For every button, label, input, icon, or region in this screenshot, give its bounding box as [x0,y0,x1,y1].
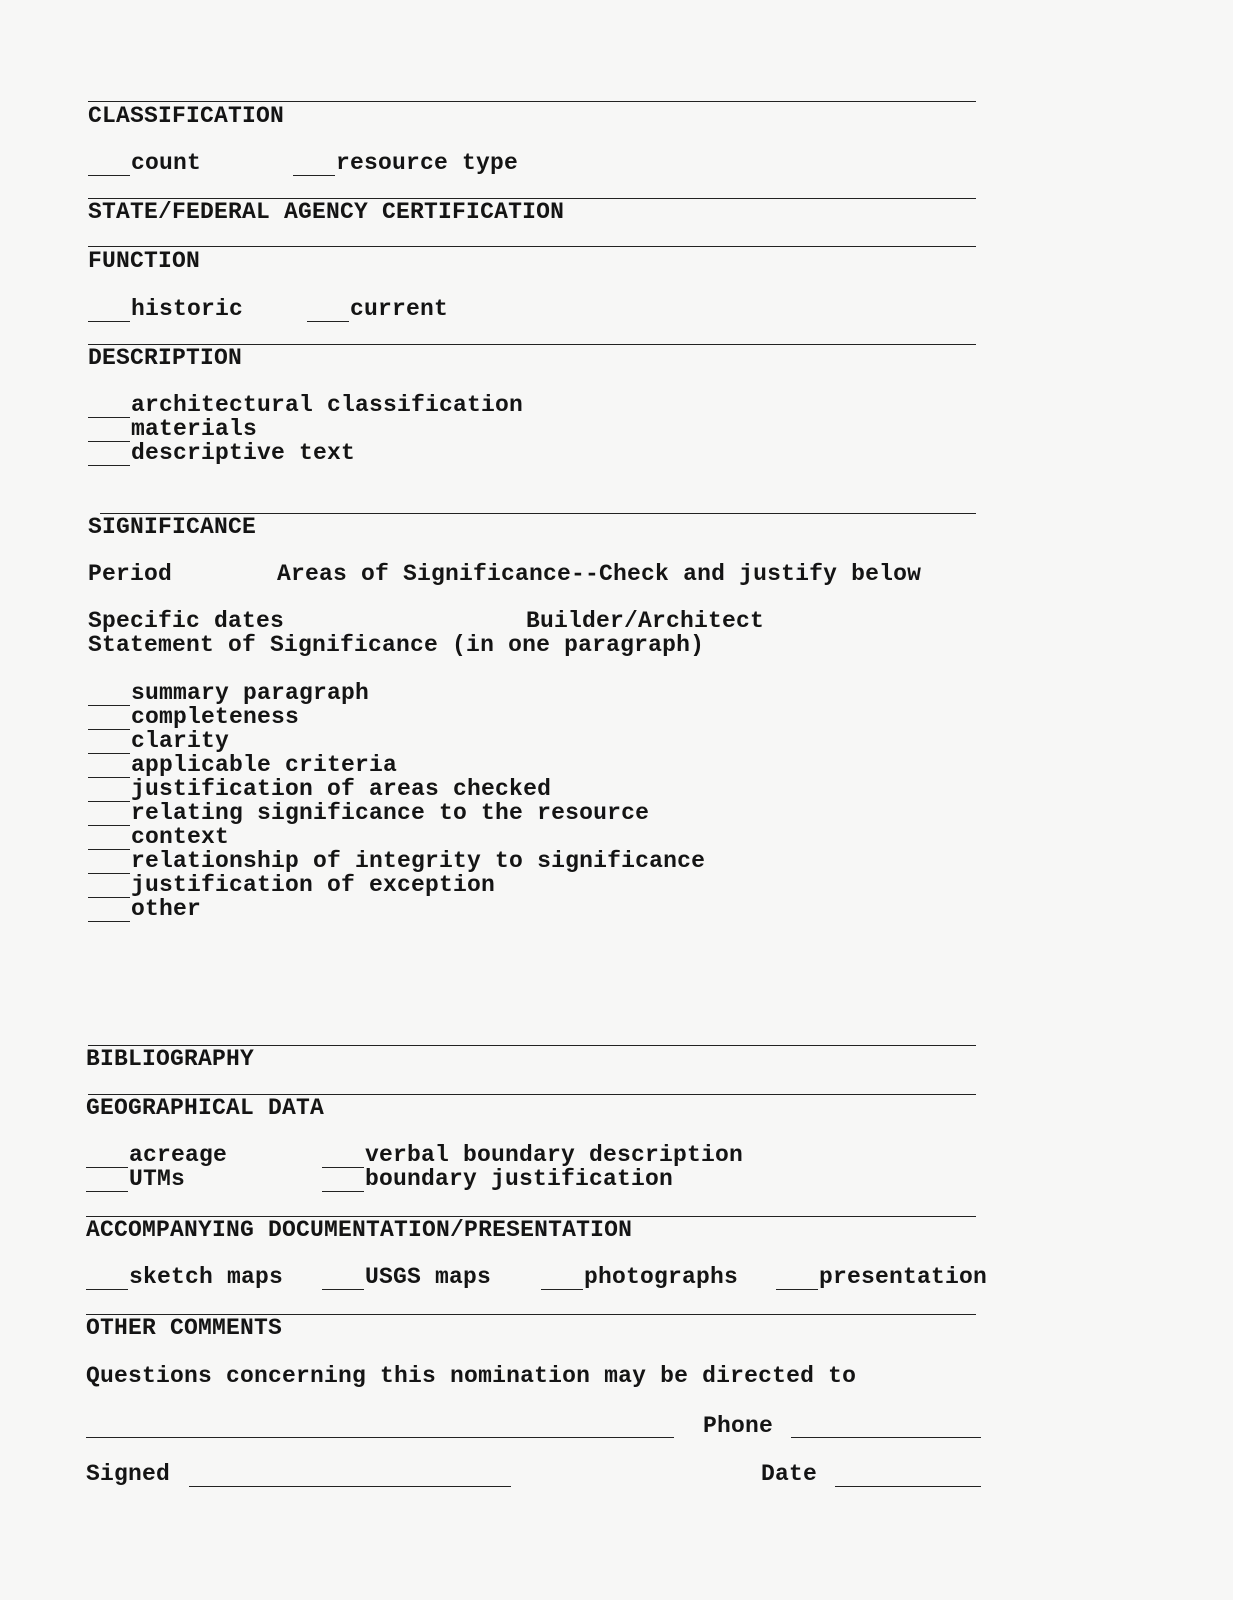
checkbox-blank[interactable] [88,753,130,754]
checkbox-blank[interactable] [293,175,335,176]
signed-label: Signed [86,1461,171,1487]
checkbox-blank[interactable] [88,849,130,850]
significance-item: justification of exception [131,872,496,898]
geographical-data-heading: GEOGRAPHICAL DATA [86,1095,325,1121]
documentation-heading: ACCOMPANYING DOCUMENTATION/PRESENTATION [86,1217,633,1243]
checkbox-blank[interactable] [88,777,130,778]
phone-line[interactable] [791,1437,981,1438]
significance-item: clarity [131,728,230,754]
documentation-item: sketch maps [129,1264,284,1290]
checkbox-blank[interactable] [86,1289,128,1290]
checkbox-blank[interactable] [88,921,130,922]
function-heading: FUNCTION [88,248,201,274]
checkbox-blank[interactable] [88,705,130,706]
builder-architect-label: Builder/Architect [526,608,765,634]
significance-item: applicable criteria [131,752,398,778]
date-line[interactable] [835,1486,981,1487]
documentation-item: presentation [819,1264,988,1290]
classification-item: count [131,150,202,176]
bibliography-heading: BIBLIOGRAPHY [86,1046,255,1072]
checkbox-blank[interactable] [88,465,130,466]
checkbox-blank[interactable] [86,1167,128,1168]
checkbox-blank[interactable] [322,1191,364,1192]
description-item: materials [131,416,258,442]
other-comments-heading: OTHER COMMENTS [86,1315,283,1341]
checkbox-blank[interactable] [322,1289,364,1290]
checkbox-blank[interactable] [307,321,349,322]
function-item: current [350,296,449,322]
specific-dates-label: Specific dates [88,608,285,634]
description-heading: DESCRIPTION [88,345,243,371]
description-item: architectural classification [131,392,524,418]
geographical-item: boundary justification [365,1166,674,1192]
classification-item: resource type [336,150,519,176]
geographical-item: acreage [129,1142,228,1168]
contact-name-line[interactable] [86,1437,674,1438]
significance-item: justification of areas checked [131,776,552,802]
section-divider [88,101,976,102]
questions-text: Questions concerning this nomination may be directed to [86,1363,857,1389]
checkbox-blank[interactable] [776,1289,818,1290]
documentation-item: USGS maps [365,1264,492,1290]
significance-item: context [131,824,230,850]
date-label: Date [761,1461,818,1487]
checkbox-blank[interactable] [88,321,130,322]
checkbox-blank[interactable] [88,729,130,730]
checkbox-blank[interactable] [86,1191,128,1192]
phone-label: Phone [703,1413,774,1439]
checkbox-blank[interactable] [322,1167,364,1168]
documentation-item: photographs [584,1264,739,1290]
checkbox-blank[interactable] [88,441,130,442]
significance-item: summary paragraph [131,680,370,706]
checkbox-blank[interactable] [541,1289,583,1290]
checkbox-blank[interactable] [88,873,130,874]
certification-heading: STATE/FEDERAL AGENCY CERTIFICATION [88,199,565,225]
geographical-item: UTMs [129,1166,186,1192]
period-label: Period [88,561,173,587]
significance-item: other [131,896,202,922]
signature-line[interactable] [189,1486,511,1487]
significance-item: relationship of integrity to significance [131,848,706,874]
checkbox-blank[interactable] [88,801,130,802]
classification-heading: CLASSIFICATION [88,103,285,129]
checkbox-blank[interactable] [88,897,130,898]
areas-of-significance-label: Areas of Significance--Check and justify below [277,561,922,587]
significance-heading: SIGNIFICANCE [88,514,257,540]
geographical-item: verbal boundary description [365,1142,744,1168]
statement-of-significance-label: Statement of Significance (in one paragraph) [88,632,705,658]
checkbox-blank[interactable] [88,825,130,826]
function-item: historic [131,296,244,322]
description-item: descriptive text [131,440,356,466]
section-divider [88,246,976,247]
significance-item: relating significance to the resource [131,800,650,826]
checkbox-blank[interactable] [88,417,130,418]
significance-item: completeness [131,704,300,730]
checkbox-blank[interactable] [88,175,130,176]
